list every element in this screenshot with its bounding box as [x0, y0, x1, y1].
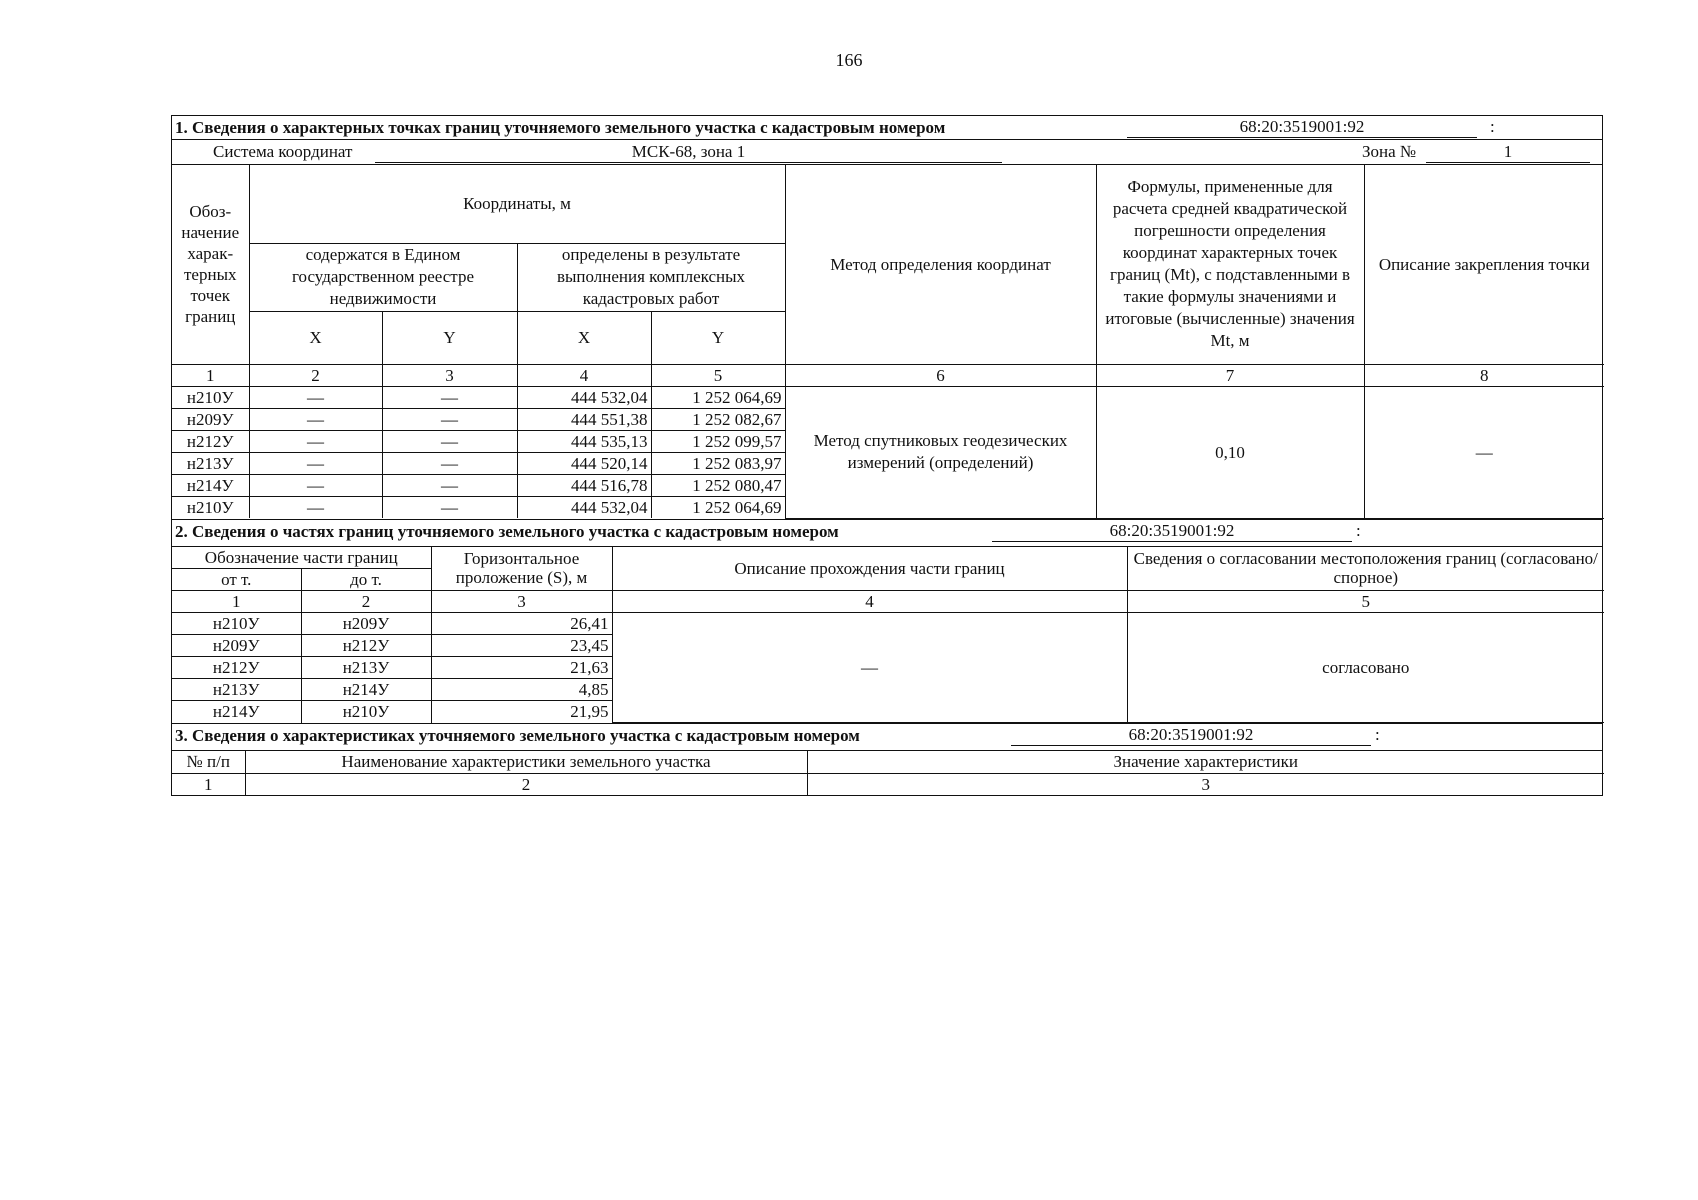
parts-table	[172, 547, 1604, 724]
point-name: н210У	[172, 496, 249, 518]
x2-value: 444 520,14	[517, 452, 651, 474]
y1-value: —	[382, 430, 517, 452]
x2-value: 444 516,78	[517, 474, 651, 496]
x1-value: —	[249, 452, 382, 474]
to-point: н212У	[301, 635, 431, 657]
y1-value: —	[382, 408, 517, 430]
point-name: н212У	[172, 430, 249, 452]
characteristics-table	[172, 751, 1604, 795]
col-number: 5	[651, 364, 785, 386]
column-numbers-row	[172, 591, 1604, 613]
x2-value: 444 535,13	[517, 430, 651, 452]
section1-title: 1. Сведения о характерных точках границ уточняемого земельного участка с кадастровым номером	[175, 118, 946, 137]
method-value: Метод спутниковых геодезических измерений (определений)	[785, 386, 1096, 518]
from-point: н214У	[172, 701, 301, 723]
section2-colon: :	[1356, 520, 1361, 540]
section2-title: 2. Сведения о частях границ уточняемого земельного участка с кадастровым номером	[175, 521, 839, 541]
cadastral-form	[171, 115, 1603, 796]
col-number: 3	[807, 773, 1604, 795]
section2-header	[172, 519, 1602, 547]
egrn-header: содержатся в Едином государственном реестре недвижимости	[249, 243, 517, 311]
distance-value: 26,41	[431, 613, 612, 635]
name-header: Наименование характеристики земельного участка	[245, 751, 807, 773]
page-number: 166	[835, 50, 863, 70]
col-number: 7	[1096, 364, 1364, 386]
section1-colon: :	[1490, 117, 1495, 136]
from-point: н213У	[172, 679, 301, 701]
col-number: 3	[431, 591, 612, 613]
x2-value: 444 551,38	[517, 408, 651, 430]
col-number: 1	[172, 591, 301, 613]
x1-value: —	[249, 496, 382, 518]
formulas-header: Формулы, примененные для расчета средней квадратической погрешности определения координат характерных точек границ (Mt), с подставленными в такие формулы значениями и итоговые (вычисленные) значения Mt, м	[1096, 165, 1364, 364]
col-number: 1	[172, 773, 245, 795]
points-table	[172, 165, 1604, 519]
to-point: н209У	[301, 613, 431, 635]
determined-header: определены в результате выполнения комплексных кадастровых работ	[517, 243, 785, 311]
value-header: Значение характеристики	[807, 751, 1604, 773]
col-number: 2	[249, 364, 382, 386]
section2-cadastral-number: 68:20:3519001:92	[992, 521, 1352, 542]
to-point: н214У	[301, 679, 431, 701]
col-number: 4	[612, 591, 1127, 613]
y2-value: 1 252 080,47	[651, 474, 785, 496]
column-numbers-row	[172, 364, 1604, 386]
y1-header: Y	[382, 311, 517, 364]
y2-value: 1 252 064,69	[651, 496, 785, 518]
col-number: 2	[301, 591, 431, 613]
distance-value: 21,63	[431, 657, 612, 679]
fixation-value: —	[1364, 386, 1604, 518]
from-point: н210У	[172, 613, 301, 635]
section1-header	[172, 116, 1602, 140]
x2-header: X	[517, 311, 651, 364]
to-header: до т.	[301, 569, 431, 591]
zone-value: 1	[1426, 142, 1590, 163]
y1-value: —	[382, 452, 517, 474]
section3-cadastral-number: 68:20:3519001:92	[1011, 725, 1371, 746]
x1-value: —	[249, 386, 382, 408]
table-row	[172, 386, 1604, 408]
coord-system-row	[172, 140, 1602, 165]
horizontal-header: Горизонтальное проложение (S), м	[431, 547, 612, 591]
table-row	[172, 613, 1604, 635]
coordinates-header: Координаты, м	[249, 165, 785, 243]
zone-label: Зона №	[1362, 142, 1417, 161]
y2-value: 1 252 083,97	[651, 452, 785, 474]
to-point: н210У	[301, 701, 431, 723]
col-number: 3	[382, 364, 517, 386]
y2-value: 1 252 082,67	[651, 408, 785, 430]
x2-value: 444 532,04	[517, 386, 651, 408]
y1-value: —	[382, 386, 517, 408]
fixation-header: Описание закрепления точки	[1364, 165, 1604, 364]
x1-value: —	[249, 408, 382, 430]
col-number: 8	[1364, 364, 1604, 386]
section3-title: 3. Сведения о характеристиках уточняемого земельного участка с кадастровым номером	[175, 726, 860, 745]
distance-value: 4,85	[431, 679, 612, 701]
col-number: 2	[245, 773, 807, 795]
section1-cadastral-number: 68:20:3519001:92	[1127, 117, 1477, 138]
x1-header: X	[249, 311, 382, 364]
distance-value: 23,45	[431, 635, 612, 657]
coord-system-value: МСК-68, зона 1	[375, 142, 1002, 163]
x1-value: —	[249, 474, 382, 496]
point-name: н210У	[172, 386, 249, 408]
from-point: н212У	[172, 657, 301, 679]
column-numbers-row	[172, 773, 1604, 795]
y2-value: 1 252 064,69	[651, 386, 785, 408]
point-name: н209У	[172, 408, 249, 430]
part-designation-header: Обозначение части границ	[172, 547, 431, 569]
point-name: н214У	[172, 474, 249, 496]
from-header: от т.	[172, 569, 301, 591]
col-number: 5	[1127, 591, 1604, 613]
y1-value: —	[382, 474, 517, 496]
mt-value: 0,10	[1096, 386, 1364, 518]
designation-header: Обоз-начение харак-терных точек границ	[172, 165, 249, 364]
point-name: н213У	[172, 452, 249, 474]
agreement-header: Сведения о согласовании местоположения границ (согласовано/спорное)	[1127, 547, 1604, 591]
col-number: 6	[785, 364, 1096, 386]
to-point: н213У	[301, 657, 431, 679]
method-header: Метод определения координат	[785, 165, 1096, 364]
y2-header: Y	[651, 311, 785, 364]
y1-value: —	[382, 496, 517, 518]
coord-system-label: Система координат	[213, 142, 353, 161]
section3-colon: :	[1375, 725, 1380, 744]
description-value: —	[612, 613, 1127, 723]
col-number: 1	[172, 364, 249, 386]
num-header: № п/п	[172, 751, 245, 773]
distance-value: 21,95	[431, 701, 612, 723]
agreement-value: согласовано	[1127, 613, 1604, 723]
x1-value: —	[249, 430, 382, 452]
x2-value: 444 532,04	[517, 496, 651, 518]
description-header: Описание прохождения части границ	[612, 547, 1127, 591]
from-point: н209У	[172, 635, 301, 657]
y2-value: 1 252 099,57	[651, 430, 785, 452]
col-number: 4	[517, 364, 651, 386]
section3-header	[172, 723, 1602, 751]
